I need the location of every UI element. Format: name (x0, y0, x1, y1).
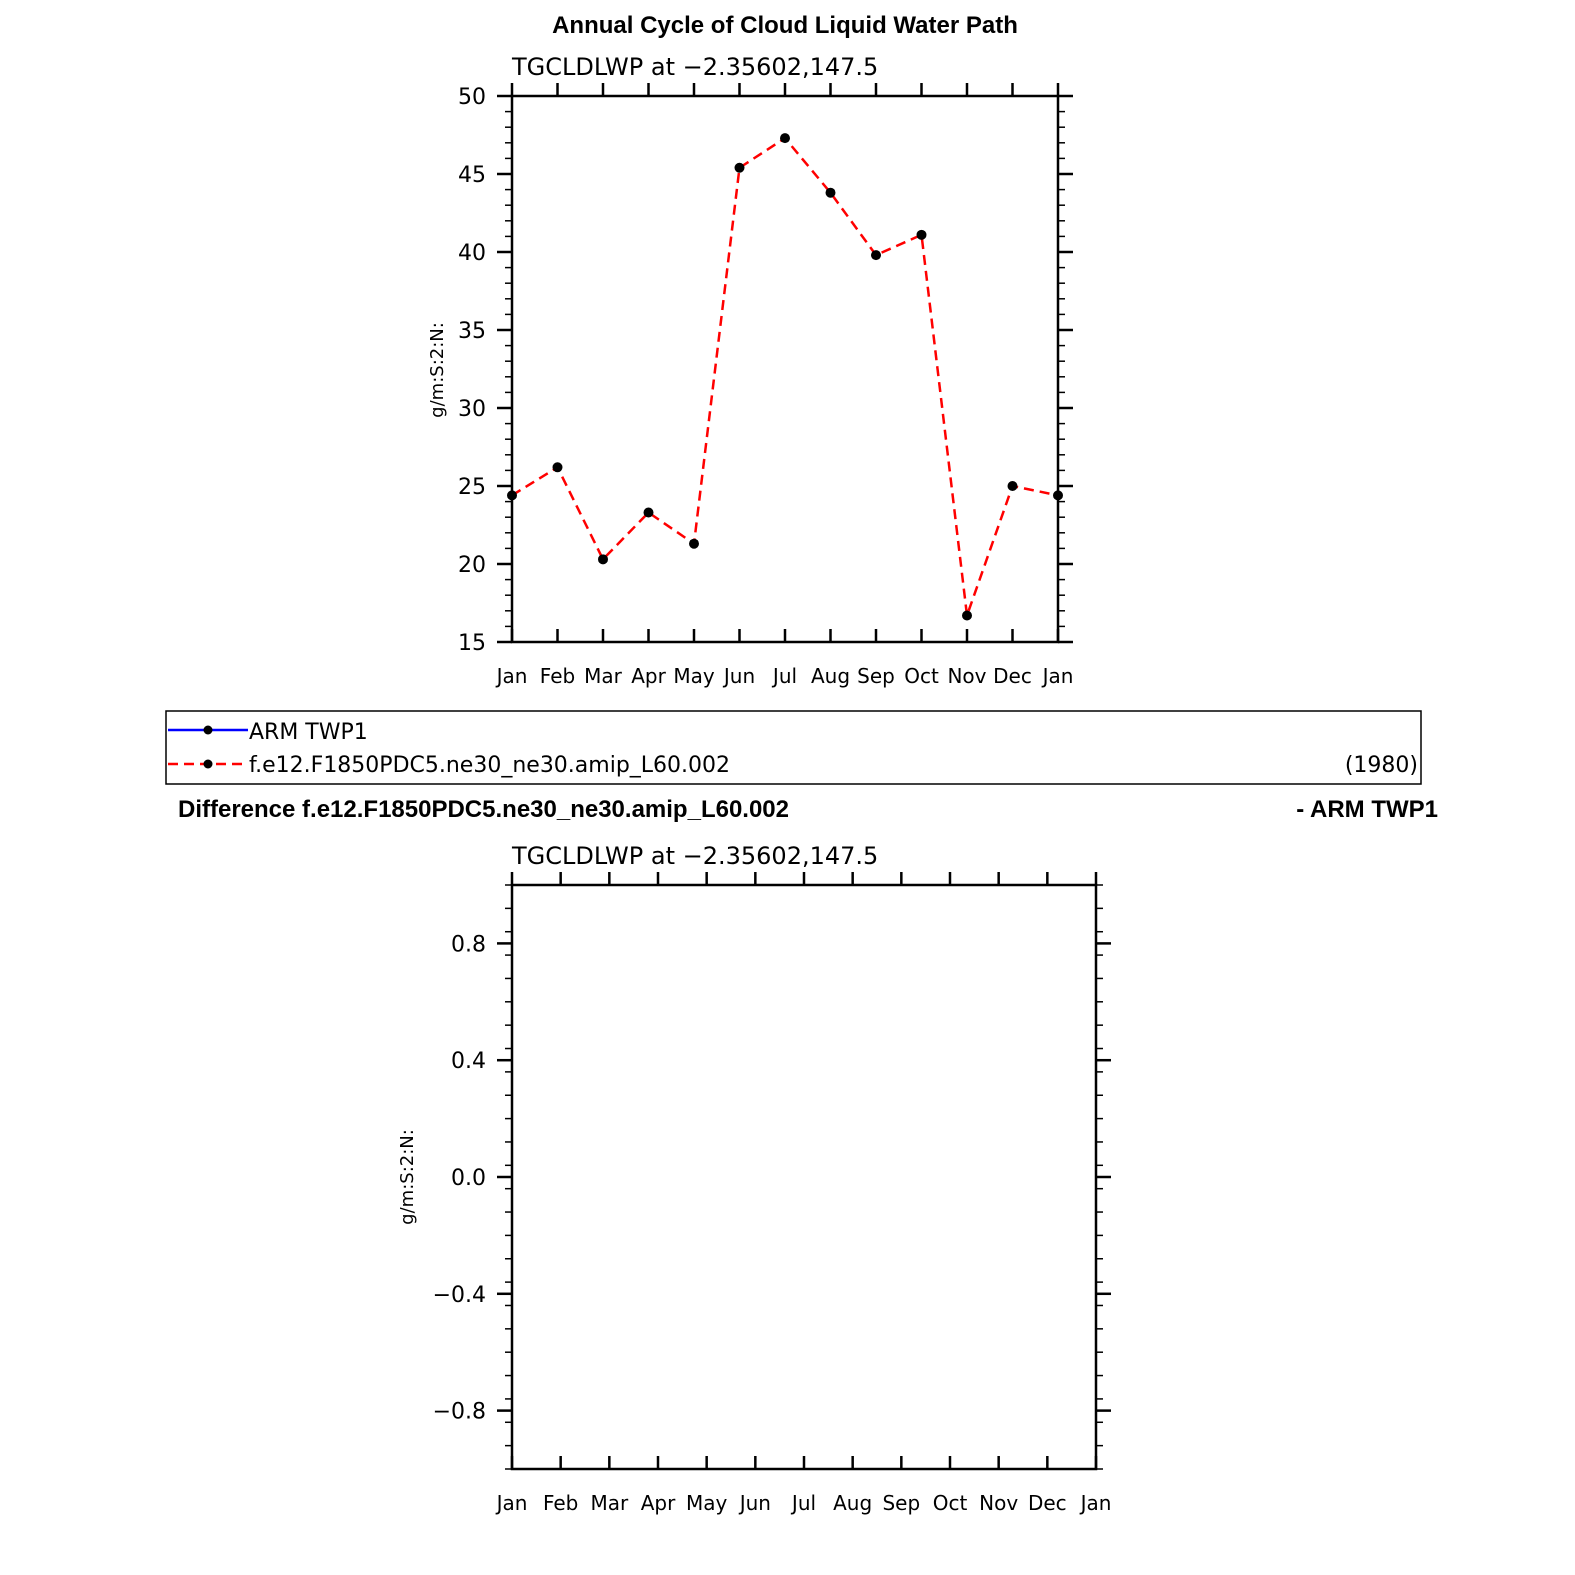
bottom-x-tick-label: Aug (833, 1491, 873, 1515)
bottom-x-tick-label: Feb (542, 1491, 579, 1515)
legend-label-arm: ARM TWP1 (249, 720, 368, 745)
top-x-tick-label: Sep (857, 664, 895, 688)
top-data-point (644, 508, 654, 518)
top-panel-frame (512, 96, 1058, 642)
top-data-point (553, 462, 563, 472)
top-data-point (598, 554, 608, 564)
top-data-point (917, 230, 927, 240)
bottom-x-tick-label: Jul (791, 1491, 817, 1515)
bottom-x-tick-label: Mar (590, 1491, 629, 1515)
top-x-tick-label: Jul (772, 664, 798, 688)
top-y-tick-label: 20 (458, 553, 486, 578)
bottom-x-tick-label: Nov (979, 1491, 1019, 1515)
bottom-x-tick-label: Jun (739, 1491, 771, 1515)
top-panel-series (507, 133, 1063, 620)
bottom-y-tick-label: 0.0 (451, 1166, 486, 1191)
top-data-point (689, 539, 699, 549)
main-title: Annual Cycle of Cloud Liquid Water Path (552, 12, 1018, 39)
bottom-panel-frame (512, 885, 1096, 1469)
top-data-point (826, 188, 836, 198)
bottom-panel-x-tick-labels (495, 1491, 1112, 1515)
top-y-tick-label: 25 (458, 475, 486, 500)
bottom-x-tick-label: Jan (496, 1491, 528, 1515)
bottom-panel (178, 796, 1438, 1515)
top-x-tick-label: Nov (947, 664, 987, 688)
bottom-y-tick-label: 0.4 (451, 1049, 486, 1075)
legend (166, 711, 1421, 784)
top-x-tick-label: Oct (904, 664, 939, 688)
top-panel (427, 53, 1073, 688)
top-y-tick-label: 50 (458, 85, 486, 110)
top-y-tick-label: 15 (458, 631, 486, 656)
top-data-point (735, 163, 745, 173)
top-panel-subtitle: TGCLDLWP at −2.35602,147.5 (512, 53, 879, 81)
top-y-tick-label: 35 (458, 319, 486, 344)
top-data-point (871, 250, 881, 260)
top-x-tick-label: Aug (810, 664, 851, 688)
legend-entry-model (168, 753, 730, 778)
legend-marker-arm (204, 726, 213, 735)
top-panel-y-axis-label: g/m:S:2:N: (427, 322, 448, 418)
top-y-tick-label: 45 (458, 163, 486, 188)
top-x-tick-label: Jan (1042, 664, 1074, 688)
bottom-panel-title-left: Difference f.e12.F1850PDC5.ne30_ne30.amip_L60.002 (178, 796, 790, 823)
top-panel-x-tick-labels (495, 664, 1074, 688)
top-data-point (1008, 481, 1018, 491)
bottom-x-tick-label: Jan (1080, 1491, 1112, 1515)
top-y-tick-label: 40 (458, 241, 486, 266)
bottom-y-tick-label: −0.8 (432, 1399, 486, 1425)
bottom-panel-title-right: - ARM TWP1 (1296, 796, 1438, 823)
top-x-tick-label: Apr (631, 664, 666, 688)
top-y-tick-label: 30 (458, 397, 486, 422)
top-x-tick-label: Jun (723, 664, 756, 688)
legend-entry-arm (168, 720, 368, 745)
bottom-panel-y-tick-labels (433, 932, 486, 1424)
top-x-tick-label: Mar (584, 664, 622, 688)
top-x-tick-label: Feb (539, 664, 576, 688)
top-data-point (962, 610, 972, 620)
bottom-x-tick-label: May (685, 1491, 728, 1515)
top-x-tick-label: Jan (496, 664, 528, 688)
bottom-y-tick-label: −0.4 (432, 1282, 486, 1308)
bottom-y-tick-label: 0.8 (451, 932, 486, 958)
top-series-line (512, 138, 1058, 615)
bottom-x-tick-label: Apr (640, 1491, 676, 1515)
legend-label-model: f.e12.F1850PDC5.ne30_ne30.amip_L60.002 (249, 753, 731, 778)
bottom-panel-subtitle: TGCLDLWP at −2.35602,147.5 (512, 842, 879, 870)
bottom-x-tick-label: Sep (882, 1491, 921, 1515)
bottom-x-tick-label: Oct (932, 1491, 968, 1515)
top-panel-y-tick-labels (458, 85, 486, 656)
top-x-tick-label: May (673, 664, 715, 688)
legend-marker-model (204, 760, 213, 769)
bottom-panel-ticks (497, 872, 1111, 1469)
top-x-tick-label: Dec (993, 664, 1032, 688)
bottom-panel-y-axis-label: g/m:S:2:N: (397, 1129, 418, 1225)
bottom-x-tick-label: Dec (1027, 1491, 1067, 1515)
top-data-point (780, 133, 790, 143)
legend-year-note: (1980) (1344, 753, 1418, 778)
